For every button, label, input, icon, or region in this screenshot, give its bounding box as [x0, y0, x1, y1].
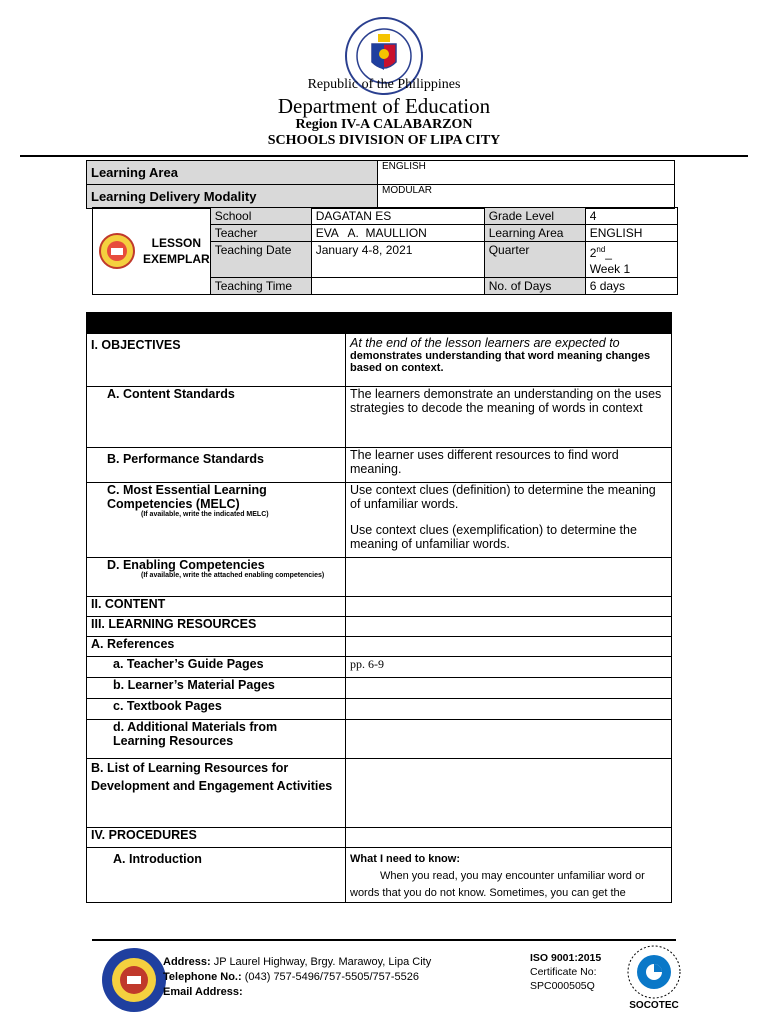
references-label: A. References: [87, 637, 346, 657]
table-row: [87, 558, 672, 597]
performance-standards-label: B. Performance Standards: [87, 448, 346, 483]
table-row: [87, 828, 672, 848]
lesson-info-table: [92, 207, 678, 295]
performance-standards-text: The learner uses different resources to find word meaning.: [346, 448, 672, 483]
department-heading: Department of Education: [277, 94, 491, 118]
procedures-label: IV. PROCEDURES: [87, 828, 346, 848]
table-row: [87, 617, 672, 637]
division-heading: SCHOOLS DIVISION OF LIPA CITY: [267, 133, 501, 148]
lesson-area-label: Learning Area: [484, 225, 585, 242]
socotec-logo: [620, 942, 688, 1008]
objectives-table: [86, 312, 672, 903]
melc-text-2: Use context clues (exemplification) to determine the meaning of unfamiliar words.: [350, 523, 637, 551]
quarter-number: 2: [589, 246, 597, 260]
time-label: Teaching Time: [210, 278, 311, 295]
objectives-intro: At the end of the lesson learners are expected to: [350, 336, 620, 350]
table-row: [87, 720, 672, 759]
days-value: 6 days: [585, 278, 677, 295]
table-row: [87, 848, 672, 903]
socotec-label: SOCOTEC: [629, 1000, 679, 1011]
address-label: Address:: [163, 956, 211, 968]
table-row: [87, 483, 672, 558]
enabling-label: D. Enabling Competencies: [107, 558, 265, 572]
grade-value: 4: [585, 208, 677, 225]
quarter-label: Quarter: [484, 242, 585, 278]
telephone-label: Telephone No.:: [163, 971, 242, 983]
time-value: [311, 278, 484, 295]
grade-label: Grade Level: [484, 208, 585, 225]
email-label: Email Address:: [163, 986, 243, 998]
quarter-suffix: nd: [596, 245, 606, 254]
resources-label: III. LEARNING RESOURCES: [87, 617, 346, 637]
table-row: [87, 448, 672, 483]
learners-material-label: b. Learner’s Material Pages: [87, 678, 346, 699]
region-heading: Region IV-A CALABARZON: [295, 117, 473, 132]
list-resources-label: B. List of Learning Resources for Development and Engagement Activities: [87, 759, 346, 828]
quarter-tail: _: [605, 246, 612, 260]
table-row: [87, 637, 672, 657]
melc-text-1: Use context clues (definition) to determine the meaning of unfamiliar words.: [350, 483, 656, 511]
date-value: January 4-8, 2021: [311, 242, 484, 278]
modality-value: MODULAR: [378, 185, 675, 209]
table-row: [87, 699, 672, 720]
intro-heading: What I need to know:: [350, 853, 460, 865]
certificate-value: SPC000505Q: [530, 980, 595, 992]
lesson-area-value: ENGLISH: [585, 225, 677, 242]
teacher-value: EVA A. MAULLION: [311, 225, 484, 242]
content-label: II. CONTENT: [87, 597, 346, 617]
table-row: [87, 387, 672, 448]
telephone-value: (043) 757-5496/757-5505/757-5526: [244, 971, 420, 983]
date-label: Teaching Date: [210, 242, 311, 278]
table-row: [87, 334, 672, 387]
week-value: Week 1: [589, 262, 631, 276]
additional-materials-label: d. Additional Materials from Learning Resources: [87, 720, 346, 759]
melc-note: (If available, write the indicated MELC): [141, 511, 269, 518]
header-divider: [20, 155, 748, 157]
footer-contact: [163, 955, 431, 1000]
modality-label: Learning Delivery Modality: [87, 185, 378, 209]
teachers-guide-value: pp. 6-9: [346, 657, 672, 678]
quarter-value: [585, 242, 677, 278]
iso-certificate: [530, 951, 601, 993]
iso-label: ISO 9001:2015: [530, 952, 602, 964]
objectives-text: demonstrates understanding that word meaning changes based on context.: [350, 350, 651, 374]
teacher-label: Teacher: [210, 225, 311, 242]
introduction-label: A. Introduction: [87, 848, 346, 903]
school-value: DAGATAN ES: [311, 208, 484, 225]
learning-area-value: ENGLISH: [378, 161, 675, 185]
footer-divider: [92, 939, 676, 941]
enabling-note: (If available, write the attached enabling competencies): [141, 572, 325, 579]
lesson-exemplar-cell: [93, 208, 211, 295]
table-row: [87, 678, 672, 699]
days-label: No. of Days: [484, 278, 585, 295]
table-row: [87, 657, 672, 678]
address-value: JP Laurel Highway, Brgy. Marawoy, Lipa City: [213, 956, 432, 968]
division-seal-icon: [99, 233, 135, 269]
intro-text: When you read, you may encounter unfamiliar word or words that you do not know. Sometimes, you can get the: [350, 870, 645, 899]
learning-area-label: Learning Area: [87, 161, 378, 185]
certificate-label: Certificate No:: [530, 966, 597, 978]
school-label: School: [210, 208, 311, 225]
learning-area-table: [86, 160, 675, 209]
lesson-title-line1: LESSON: [151, 236, 202, 250]
content-standards-text: The learners demonstrate an understanding on the uses strategies to decode the meaning of words in context: [346, 387, 672, 448]
republic-heading: Republic of the Philippines: [307, 77, 461, 92]
division-logo: [94, 946, 174, 1014]
table-header-bar: [87, 313, 672, 334]
table-row: [87, 597, 672, 617]
teachers-guide-label: a. Teacher’s Guide Pages: [87, 657, 346, 678]
lesson-title-line2: EXEMPLAR: [143, 252, 210, 266]
objectives-label: I. OBJECTIVES: [87, 334, 346, 387]
content-standards-label: A. Content Standards: [87, 387, 346, 448]
table-row: [87, 759, 672, 828]
melc-label: C. Most Essential Learning Competencies (MELC): [107, 483, 267, 511]
textbook-pages-label: c. Textbook Pages: [87, 699, 346, 720]
